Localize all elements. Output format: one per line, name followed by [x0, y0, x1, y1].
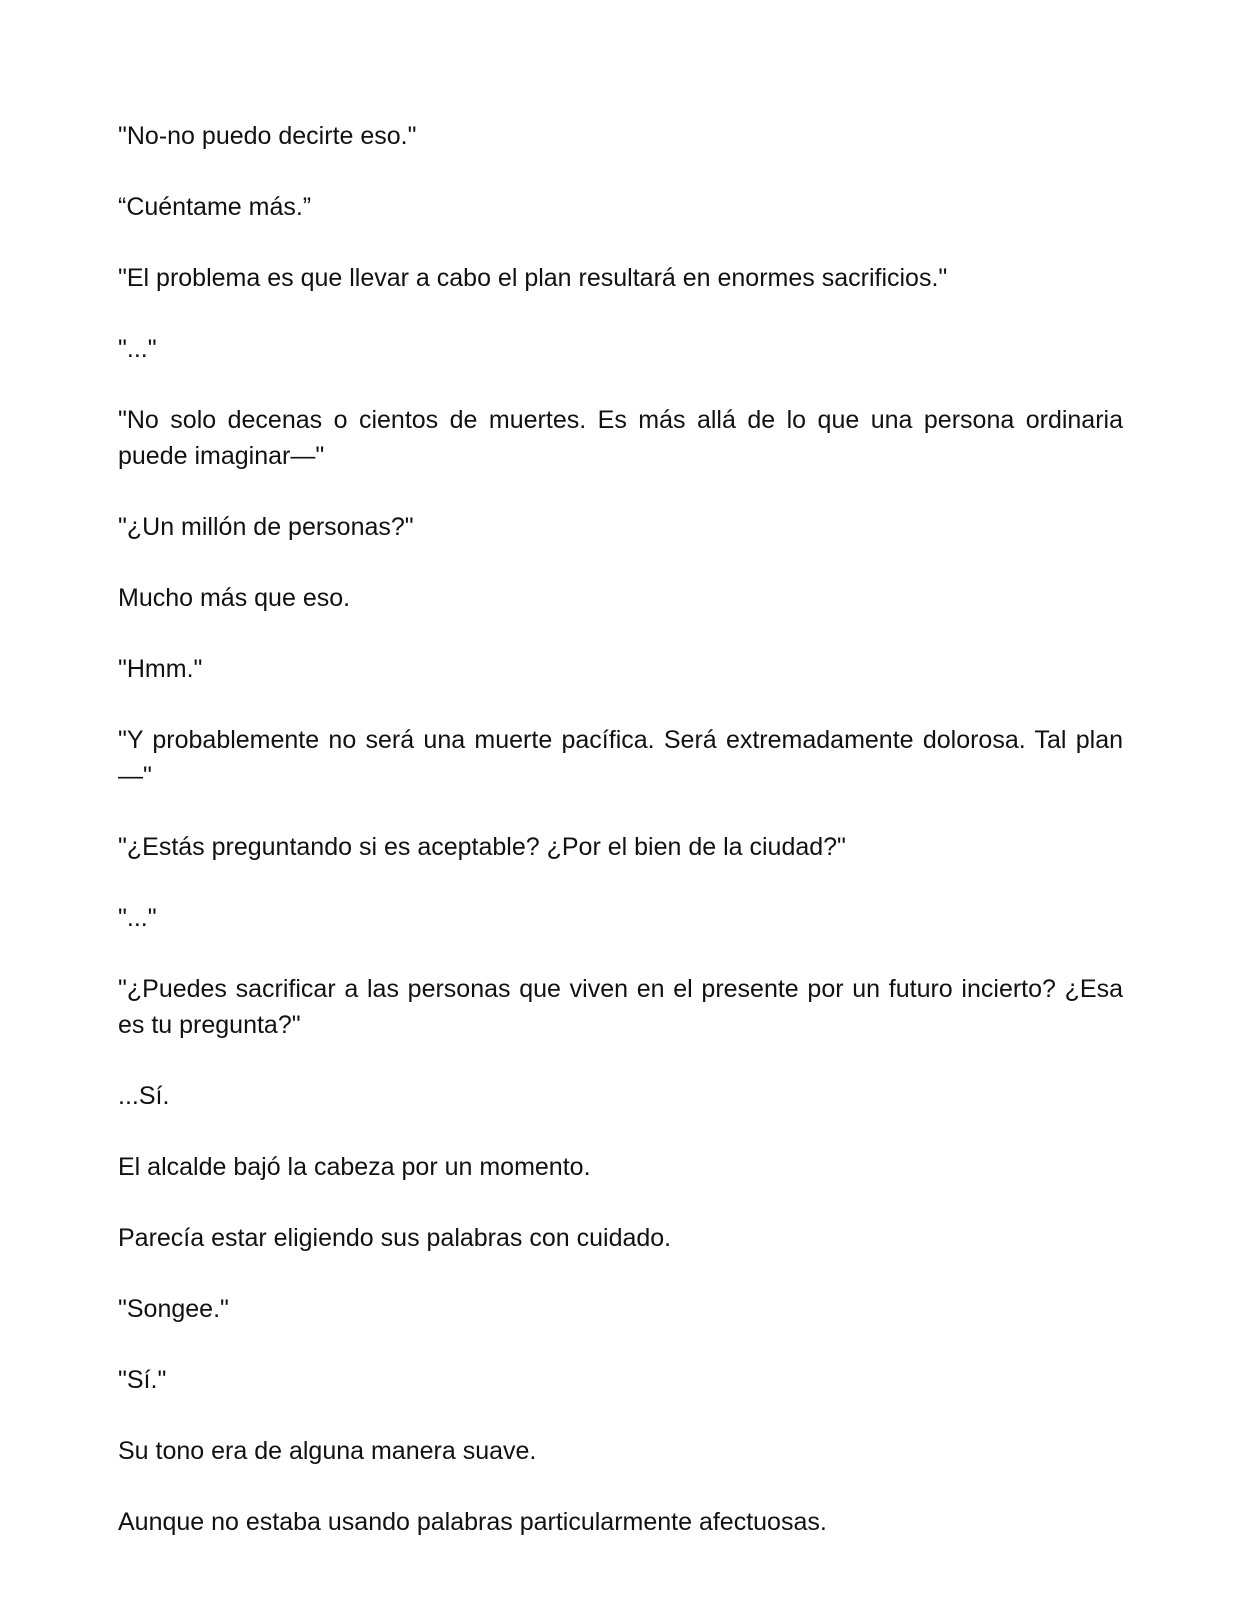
paragraph: "Songee."	[118, 1295, 229, 1323]
paragraph: "¿Puedes sacrificar a las personas que viven en el presente por un futuro incierto? ¿Esa es tu pregunta?"	[118, 975, 1123, 1039]
body-text	[118, 118, 1123, 1575]
paragraph: ...Sí.	[118, 1082, 170, 1110]
paragraph: "No solo decenas o cientos de muertes. Es más allá de lo que una persona ordinaria puede imaginar—"	[118, 406, 1123, 470]
paragraph: “Cuéntame más.”	[118, 193, 312, 221]
paragraph: "Hmm."	[118, 655, 203, 683]
paragraph: "Sí."	[118, 1366, 167, 1394]
paragraph: El alcalde bajó la cabeza por un momento.	[118, 1153, 591, 1181]
paragraph: Su tono era de alguna manera suave.	[118, 1437, 537, 1465]
paragraph: "..."	[118, 904, 157, 932]
paragraph: "No-no puedo decirte eso."	[118, 122, 417, 150]
paragraph: Parecía estar eligiendo sus palabras con cuidado.	[118, 1224, 672, 1252]
paragraph: Aunque no estaba usando palabras particularmente afectuosas.	[118, 1508, 827, 1536]
paragraph: Mucho más que eso.	[118, 584, 351, 612]
paragraph: "El problema es que llevar a cabo el plan resultará en enormes sacrificios."	[118, 264, 948, 292]
paragraph: "¿Un millón de personas?"	[118, 513, 414, 541]
paragraph: "..."	[118, 335, 157, 363]
paragraph: "¿Estás preguntando si es aceptable? ¿Por el bien de la ciudad?"	[118, 833, 846, 861]
paragraph: "Y probablemente no será una muerte pacífica. Será extremadamente dolorosa. Tal plan—"	[118, 726, 1123, 790]
